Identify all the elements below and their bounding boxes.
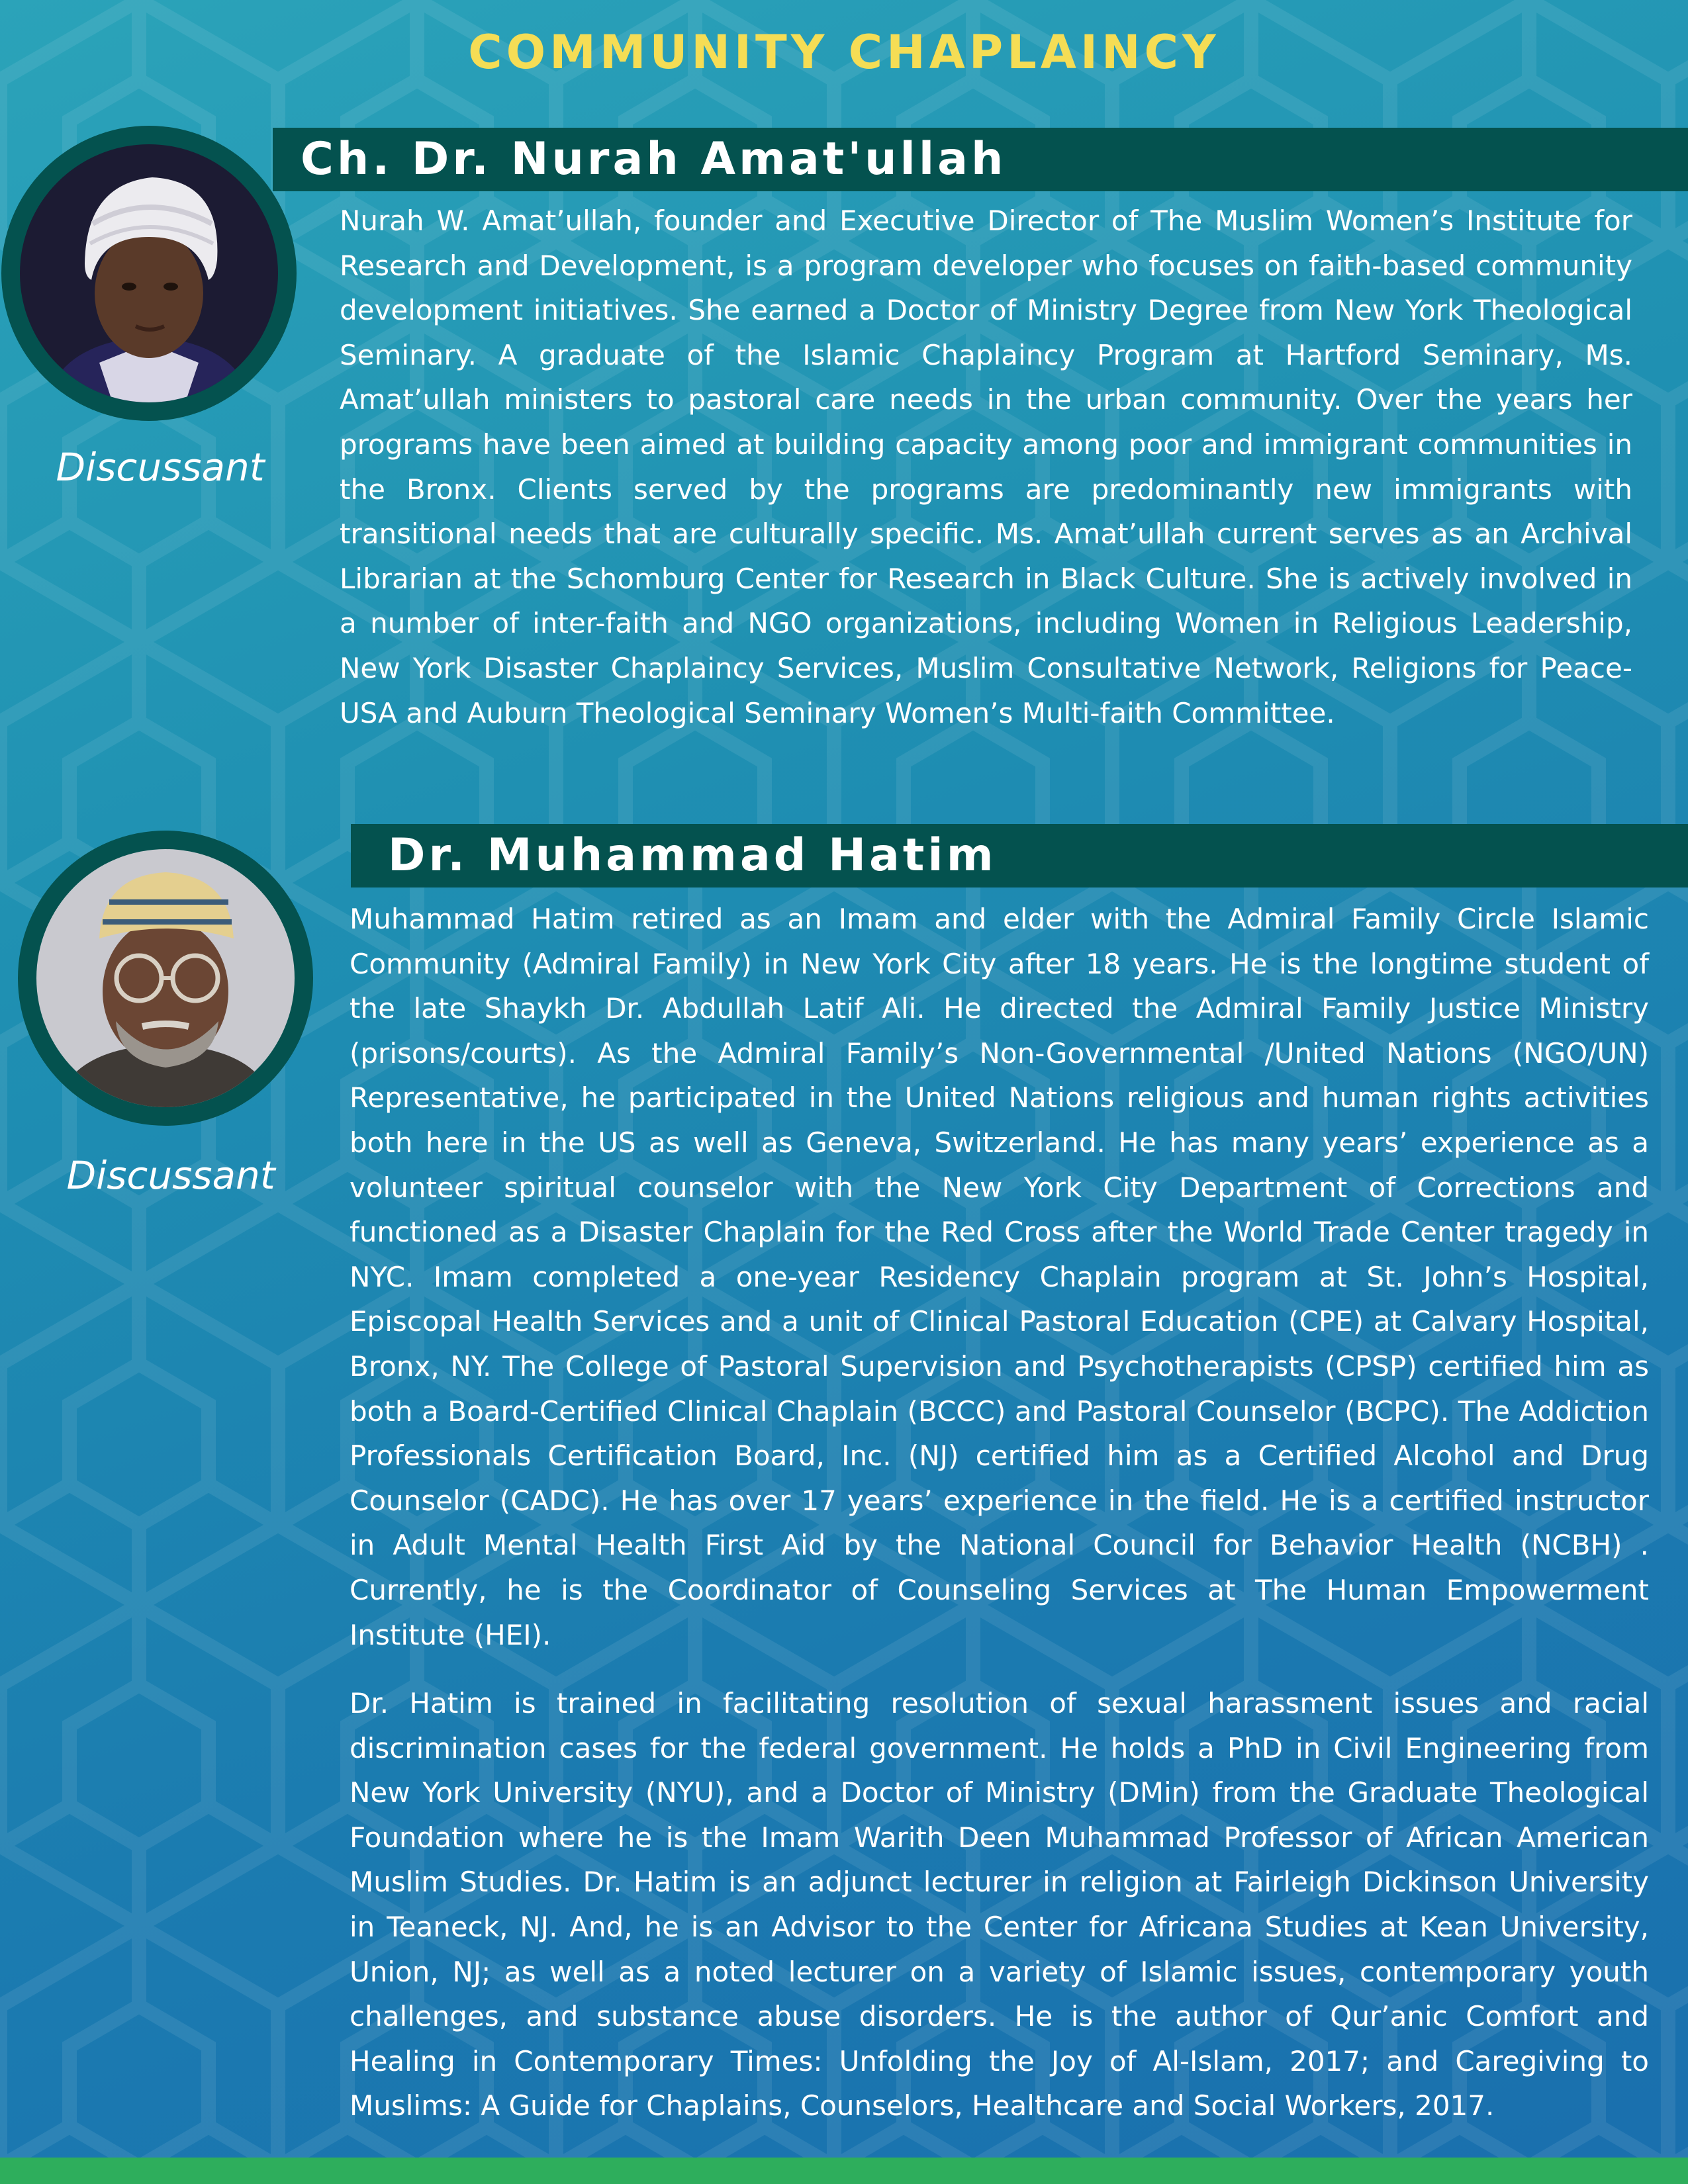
role-label: Discussant bbox=[66, 1153, 275, 1198]
avatar-ring bbox=[18, 831, 313, 1126]
bio-paragraph: Muhammad Hatim retired as an Imam and elder with the Admiral Family Circle Islamic Community (Admiral Family) in New York City after 18 years. He is the longtime student of the late Shaykh Dr. Abdullah Latif Ali. He directed the Admiral Family Justice Ministry (prisons/courts). As the Admiral Family’s Non-Governmental /United Nations (NGO/UN) Representative, he participated in the United Nations religious and human rights activities both here in the US as well as Geneva, Switzerland. He has many years’ experience as a volunteer spiritual counselor with the New York City Department of Corrections and functioned as a Disaster Chaplain for the Red Cross after the World Trade Center tragedy in NYC. Imam completed a one-year Residency Chaplain program at St. John’s Hospital, Episcopal Health Services and a unit of Clinical Pastoral Education (CPE) at Calvary Hospital, Bronx, NY. The College of Pastoral Supervision and Psychotherapists (CPSP) certified him as both a Board-Certified Clinical Chaplain (BCCC) and Pastoral Counselor (BCPC). The Addiction Professionals Certification Board, Inc. (NJ) certified him as a Certified Alcohol and Drug Counselor (CADC). He has over 17 years’ experience in the field. He is a certified instructor in Adult Mental Health First Aid by the National Council for Behavior Health (NCBH) . Currently, he is the Coordinator of Counseling Services at The Human Empowerment Institute (HEI). bbox=[350, 903, 1649, 1651]
speaker-bio bbox=[340, 199, 1632, 735]
speaker-name: Dr. Muhammad Hatim bbox=[388, 829, 997, 882]
avatar-photo bbox=[36, 849, 295, 1107]
bottom-band bbox=[0, 2158, 1688, 2184]
bio-paragraph: Nurah W. Amat’ullah, founder and Executive Director of The Muslim Women’s Institute for Research and Development, is a program developer who focuses on faith-based community development initiatives. She earned a Doctor of Ministry Degree from New York Theological Seminary. A graduate of the Islamic Chaplaincy Program at Hartford Seminary, Ms. Amat’ullah ministers to pastoral care needs in the urban community. Over the years her programs have been aimed at building capacity among poor and immigrant communities in the Bronx. Clients served by the programs are predominantly new immigrants with transitional needs that are culturally specific. Ms. Amat’ullah current serves as an Archival Librarian at the Schomburg Center for Research in Black Culture. She is actively involved in a number of inter-faith and NGO organizations, including Women in Religious Leadership, New York Disaster Chaplaincy Services, Muslim Consultative Network, Religions for Peace-USA and Auburn Theological Seminary Women’s Multi-faith Committee. bbox=[340, 205, 1632, 729]
speaker-bio bbox=[350, 897, 1649, 2128]
bio-paragraph: Dr. Hatim is trained in facilitating resolution of sexual harassment issues and racial discrimination cases for the federal government. He holds a PhD in Civil Engineering from New York University (NYU), and a Doctor of Ministry (DMin) from the Graduate Theological Foundation where he is the Imam Warith Deen Muhammad Professor of African American Muslim Studies. Dr. Hatim is an adjunct lecturer in religion at Fairleigh Dickinson University in Teaneck, NJ. And, he is an Advisor to the Center for Africana Studies at Kean University, Union, NJ; as well as a noted lecturer on a variety of Islamic issues, contemporary youth challenges, and substance abuse disorders. He is the author of Qur’anic Comfort and Healing in Contemporary Times: Unfolding the Joy of Al-Islam, 2017; and Caregiving to Muslims: A Guide for Chaplains, Counselors, Healthcare and Social Workers, 2017. bbox=[350, 1687, 1649, 2122]
portrait-man-icon bbox=[36, 849, 295, 1107]
avatar-ring bbox=[1, 126, 297, 421]
speaker-name: Ch. Dr. Nurah Amat'ullah bbox=[301, 133, 1007, 185]
portrait-woman-icon bbox=[20, 144, 278, 402]
page-title: COMMUNITY CHAPLAINCY bbox=[468, 25, 1220, 79]
avatar-photo bbox=[20, 144, 278, 402]
name-banner bbox=[351, 824, 1688, 887]
name-banner bbox=[273, 128, 1688, 191]
role-label: Discussant bbox=[56, 445, 265, 490]
